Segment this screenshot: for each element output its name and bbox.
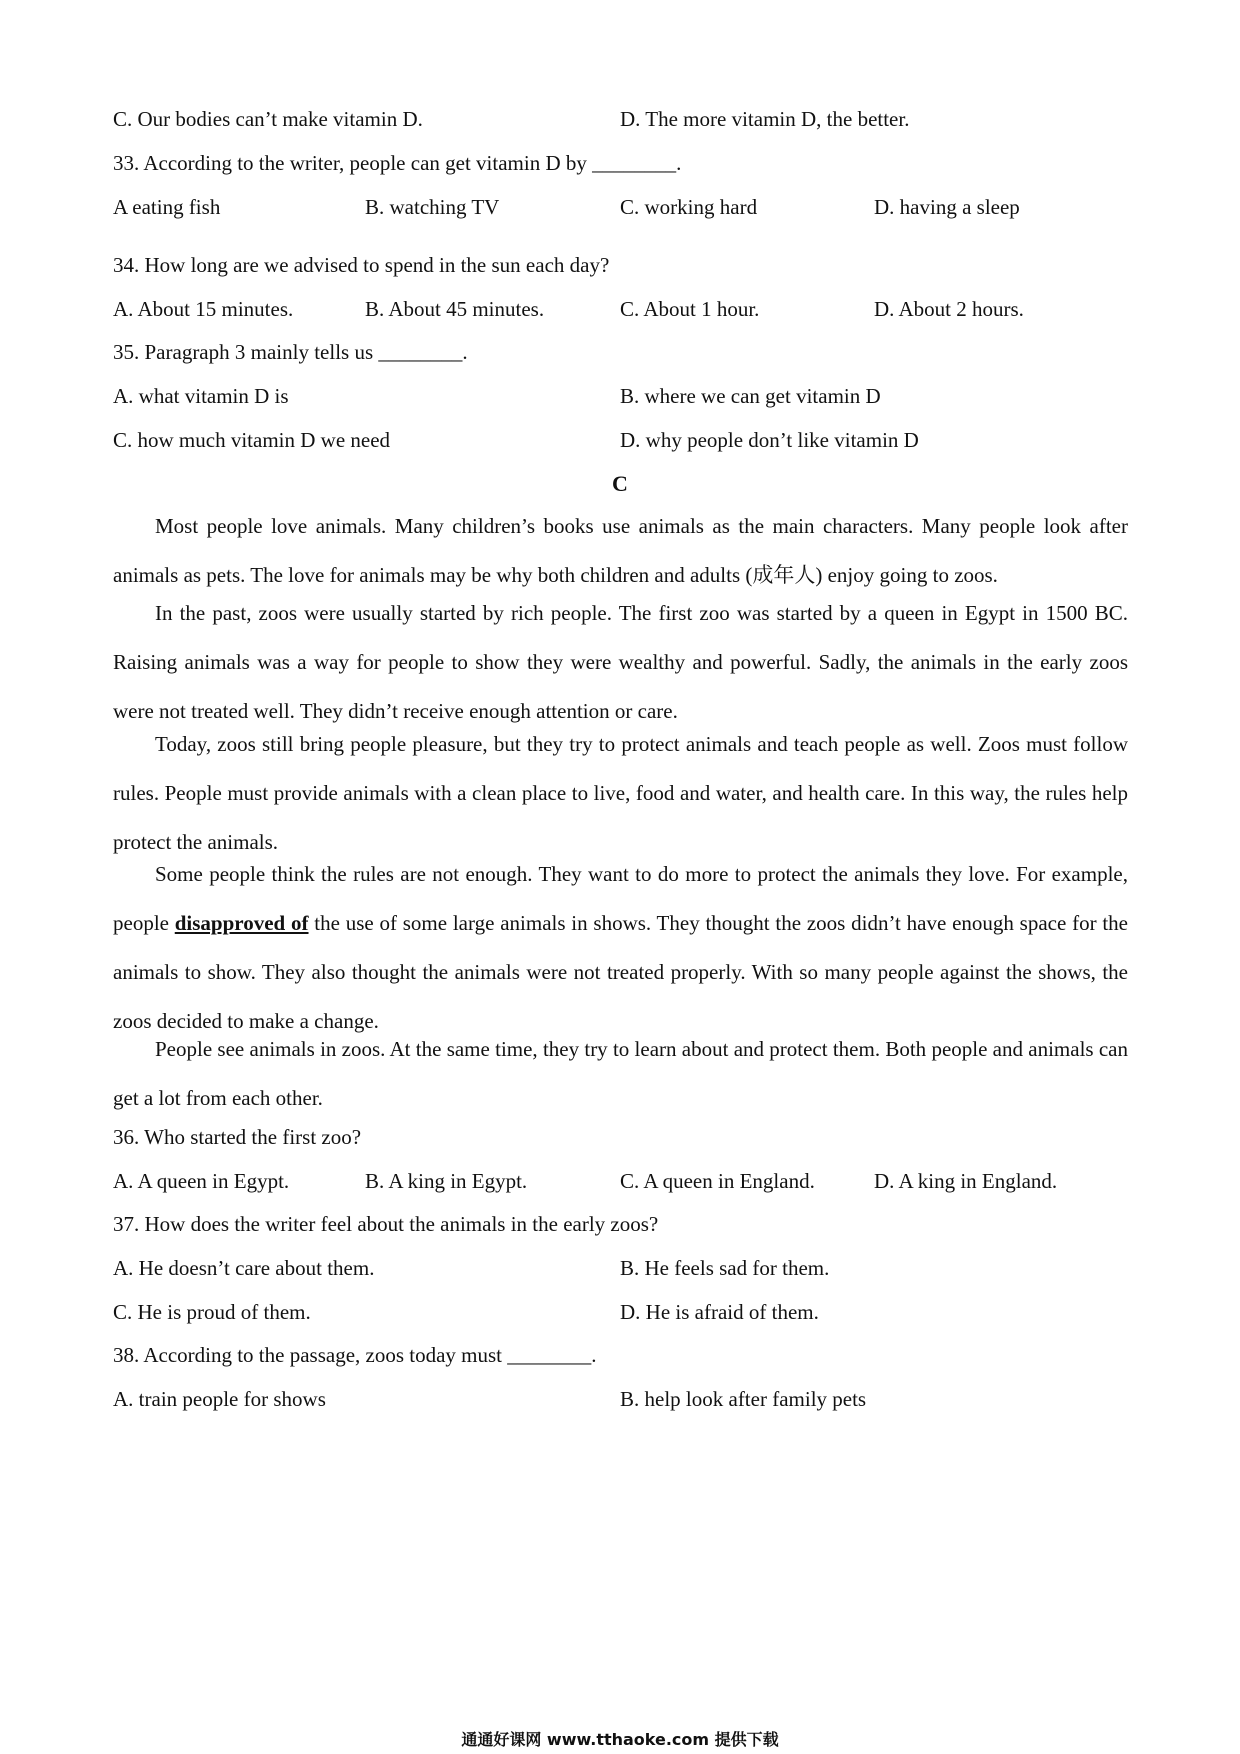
q37-option-a: A. He doesn’t care about them.	[113, 1256, 375, 1280]
passage-paragraph-1: Most people love animals. Many children’s books use animals as the main characters. Many people look after animals as pets. The love for animals may be why both children and adults (成年人) enjoy going to zoos.	[113, 514, 1128, 587]
q35-option-c: C. how much vitamin D we need	[113, 428, 391, 452]
q34-stem: 34. How long are we advised to spend in the sun each day?	[113, 253, 610, 277]
q35-options-row-cd	[113, 427, 1153, 453]
q35-option-b: B. where we can get vitamin D	[620, 384, 881, 408]
q36-option-d: D. A king in England.	[874, 1169, 1058, 1193]
q34-option-a: A. About 15 minutes.	[113, 297, 294, 321]
q33-option-c: C. working hard	[620, 195, 758, 219]
q38-option-b: B. help look after family pets	[620, 1387, 867, 1411]
paragraph-4-text-after: the use of some large animals in shows. They thought the zoos didn’t have enough space for the animals to show. They also thought the animals were not treated properly. With so many people against the shows, the zoos decided to make a change.	[113, 911, 1128, 1033]
section-c-heading: C	[612, 471, 628, 496]
q36-stem: 36. Who started the first zoo?	[113, 1125, 362, 1149]
q33-option-d: D. having a sleep	[874, 195, 1020, 219]
q34-option-c: C. About 1 hour.	[620, 297, 760, 321]
q36-options-row	[113, 1168, 1153, 1194]
q33-options-row	[113, 194, 1153, 220]
passage-paragraph-4	[113, 850, 1128, 1046]
q38-stem: 38. According to the passage, zoos today must ________.	[113, 1343, 597, 1367]
q34-options-row	[113, 296, 1153, 322]
q37-options-row-cd	[113, 1299, 1153, 1325]
q35-option-a: A. what vitamin D is	[113, 384, 289, 408]
q37-option-d: D. He is afraid of them.	[620, 1300, 819, 1324]
q37-stem: 37. How does the writer feel about the animals in the early zoos?	[113, 1212, 659, 1236]
passage-paragraph-3: Today, zoos still bring people pleasure, but they try to protect animals and teach people as well. Zoos must follow rules. People must provide animals with a clean place to live, food and water, and health care. In this way, the rules help protect the animals.	[113, 732, 1128, 854]
paragraph-4-text-before: Some people think the rules are not enough. They want to do more to protect the animals they love. For example, people	[113, 862, 1128, 935]
q35-options-row-ab	[113, 383, 1153, 409]
q35-stem: 35. Paragraph 3 mainly tells us ________.	[113, 340, 468, 364]
q37-options-row-ab	[113, 1255, 1153, 1281]
passage-paragraph-5: People see animals in zoos. At the same time, they try to learn about and protect them. Both people and animals can get a lot from each other.	[113, 1037, 1128, 1110]
q37-option-c: C. He is proud of them.	[113, 1300, 311, 1324]
page-footer: 通通好课网 www.tthaoke.com 提供下载	[461, 1730, 779, 1749]
q34-option-d: D. About 2 hours.	[874, 297, 1024, 321]
q35-option-d: D. why people don’t like vitamin D	[620, 428, 919, 452]
q33-option-b: B. watching TV	[365, 195, 500, 219]
q32-option-d: D. The more vitamin D, the better.	[620, 107, 910, 131]
q33-stem: 33. According to the writer, people can get vitamin D by ________.	[113, 151, 682, 175]
q36-option-b: B. A king in Egypt.	[365, 1169, 528, 1193]
q34-option-b: B. About 45 minutes.	[365, 297, 545, 321]
q32-option-c: C. Our bodies can’t make vitamin D.	[113, 107, 423, 131]
passage-paragraph-2: In the past, zoos were usually started by rich people. The first zoo was started by a queen in Egypt in 1500 BC. Raising animals was a way for people to show they were wealthy and powerful. Sadly, the animals in the early zoos were not treated well. They didn’t receive enough attention or care.	[113, 601, 1128, 723]
q36-option-c: C. A queen in England.	[620, 1169, 815, 1193]
q32-options-row-cd	[113, 106, 1153, 132]
q38-option-a: A. train people for shows	[113, 1387, 326, 1411]
q38-options-row-ab	[113, 1386, 1153, 1412]
underlined-phrase: disapproved of	[174, 911, 309, 935]
q36-option-a: A. A queen in Egypt.	[113, 1169, 290, 1193]
q37-option-b: B. He feels sad for them.	[620, 1256, 830, 1280]
q33-option-a: A eating fish	[113, 195, 221, 219]
